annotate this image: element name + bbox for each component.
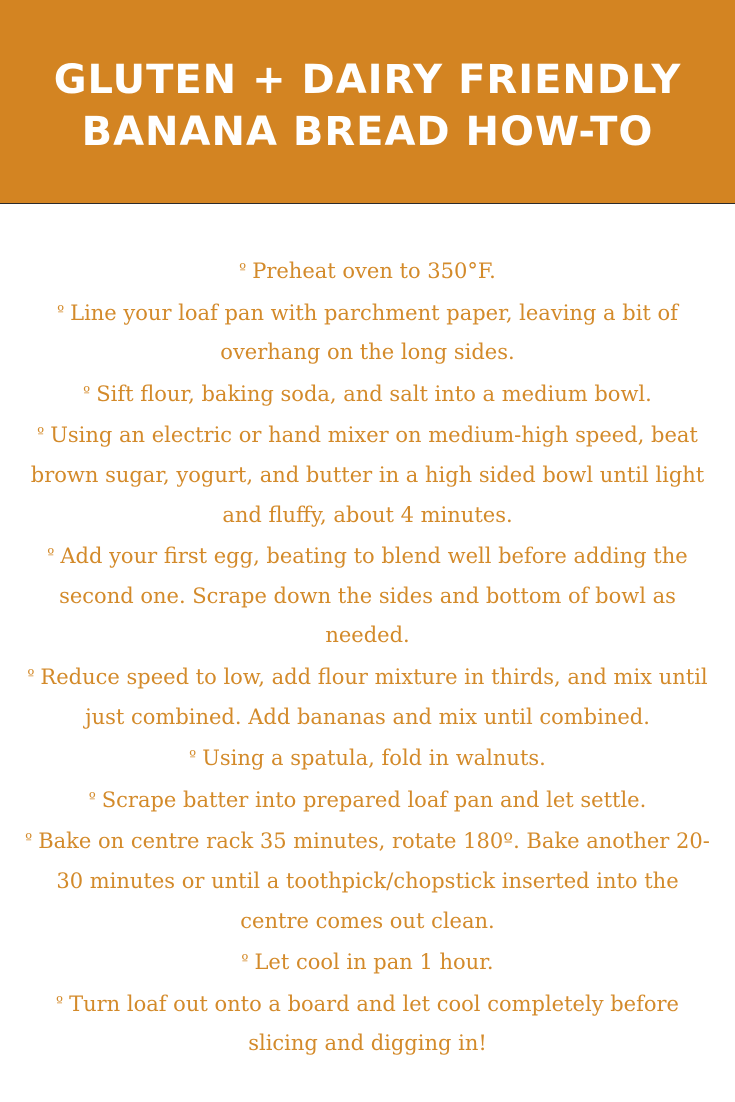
- bullet-icon: º: [27, 665, 35, 684]
- instruction-step: [22, 983, 713, 1064]
- instruction-step: [22, 292, 713, 373]
- step-text: Scrape batter into prepared loaf pan and let settle.: [101, 787, 647, 812]
- instruction-step: [22, 737, 713, 779]
- instruction-step: [22, 535, 713, 656]
- bullet-icon: º: [47, 545, 55, 564]
- step-text: Using an electric or hand mixer on medium-high speed, beat brown sugar, yogurt, and butter in a high sided bowl until light and fluffy, about 4 minutes.: [30, 423, 705, 527]
- bullet-icon: º: [241, 951, 249, 970]
- step-text: Using a spatula, fold in walnuts.: [202, 746, 546, 771]
- bullet-icon: º: [189, 747, 197, 766]
- title-banner: [0, 0, 735, 203]
- step-text: Bake on centre rack 35 minutes, rotate 180º. Bake another 20-30 minutes or until a toothpick/chopstick inserted into the centre comes out clean.: [38, 829, 710, 933]
- instruction-list: [22, 250, 713, 1064]
- bullet-icon: º: [88, 788, 96, 807]
- bullet-icon: º: [37, 424, 45, 443]
- step-text: Turn loaf out onto a board and let cool completely before slicing and digging in!: [69, 991, 679, 1056]
- instruction-step: [22, 656, 713, 737]
- step-text: Preheat oven to 350°F.: [252, 259, 496, 283]
- bullet-icon: º: [57, 301, 65, 320]
- instruction-step: [22, 941, 713, 983]
- banner-divider: [0, 203, 735, 204]
- step-text: Add your first egg, beating to blend well before adding the second one. Scrape down the sides and bottom of bowl as needed.: [59, 544, 688, 648]
- instruction-step: [22, 820, 713, 941]
- bullet-icon: º: [239, 260, 247, 278]
- step-text: Line your loaf pan with parchment paper, leaving a bit of overhang on the long sides.: [70, 300, 678, 365]
- bullet-icon: º: [25, 830, 33, 849]
- bullet-icon: º: [56, 992, 64, 1011]
- instruction-step: [22, 414, 713, 535]
- instruction-step: [22, 373, 713, 415]
- instruction-step: [22, 250, 713, 292]
- step-text: Reduce speed to low, add flour mixture in thirds, and mix until just combined. Add bananas and mix until combined.: [40, 664, 708, 729]
- bullet-icon: º: [83, 382, 91, 401]
- page-title-line-2: BANANA BREAD HOW-TO: [81, 108, 654, 155]
- step-text: Let cool in pan 1 hour.: [254, 950, 494, 975]
- instruction-step: [22, 779, 713, 821]
- step-text: Sift flour, baking soda, and salt into a medium bowl.: [96, 381, 652, 406]
- page-title-line-1: GLUTEN + DAIRY FRIENDLY: [53, 56, 682, 103]
